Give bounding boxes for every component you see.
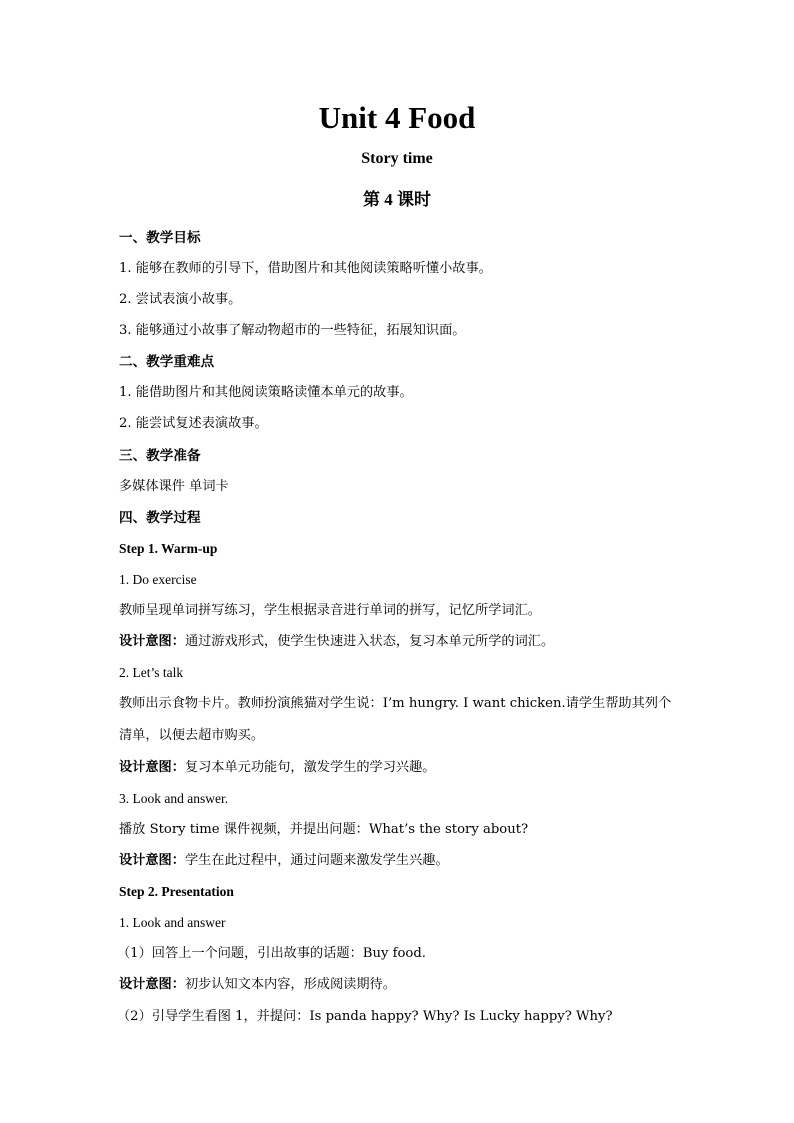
design-intent	[119, 851, 449, 871]
document-title: Unit 4 Food	[318, 100, 476, 135]
question-item: （2）引导学生看图 1，并提问：Is panda happy? Why? Is Lucky happy? Why?	[117, 1009, 613, 1024]
design-intent-text: 复习本单元功能句，激发学生的学习兴趣。	[184, 760, 436, 775]
activity-text: 教师呈现单词拼写练习，学生根据录音进行单词的拼写，记忆所学词汇。	[119, 603, 541, 618]
activity-text: 教师出示食物卡片。教师扮演熊猫对学生说：I’m hungry. I want chicken.请学生帮助其列个	[119, 696, 672, 711]
activity-title: 1. Look and answer	[119, 915, 226, 930]
activity-title: 1. Do exercise	[119, 572, 197, 587]
section-heading-preparation: 三、教学准备	[119, 448, 201, 464]
objective-item: 1. 能够在教师的引导下，借助图片和其他阅读策略听懂小故事。	[119, 261, 492, 276]
activity-title: 2. Let’s talk	[119, 665, 184, 680]
preparation-text: 多媒体课件 单词卡	[119, 479, 229, 494]
design-intent-label: 设计意图：	[119, 977, 185, 992]
design-intent-text: 学生在此过程中，通过问题来激发学生兴趣。	[184, 853, 449, 868]
activity-text: 播放 Story time 课件视频，并提出问题：What’s the story about?	[119, 822, 529, 837]
key-point-item: 2. 能尝试复述表演故事。	[119, 416, 268, 431]
activity-title: 3. Look and answer.	[119, 791, 229, 806]
design-intent	[119, 632, 554, 652]
design-intent	[119, 758, 436, 778]
design-intent	[119, 975, 396, 995]
objective-item: 2. 尝试表演小故事。	[119, 292, 242, 307]
step-title: Step 1. Warm-up	[119, 541, 218, 556]
step-title: Step 2. Presentation	[119, 884, 234, 899]
question-item: （1）回答上一个问题，引出故事的话题：Buy food.	[117, 946, 426, 961]
design-intent-label: 设计意图：	[119, 634, 185, 649]
objective-item: 3. 能够通过小故事了解动物超市的一些特征，拓展知识面。	[119, 323, 466, 338]
key-point-item: 1. 能借助图片和其他阅读策略读懂本单元的故事。	[119, 385, 413, 400]
activity-text: 清单，以便去超市购买。	[119, 728, 265, 743]
section-heading-objectives: 一、教学目标	[119, 230, 201, 246]
section-heading-process: 四、教学过程	[119, 510, 201, 526]
design-intent-text: 通过游戏形式，使学生快速进入状态，复习本单元所学的词汇。	[184, 634, 555, 649]
lesson-number: 第 4 课时	[363, 190, 431, 209]
design-intent-text: 初步认知文本内容，形成阅读期待。	[184, 977, 396, 992]
document-subtitle: Story time	[361, 150, 433, 167]
section-heading-key-points: 二、教学重难点	[119, 354, 215, 370]
design-intent-label: 设计意图：	[119, 853, 185, 868]
design-intent-label: 设计意图：	[119, 760, 185, 775]
